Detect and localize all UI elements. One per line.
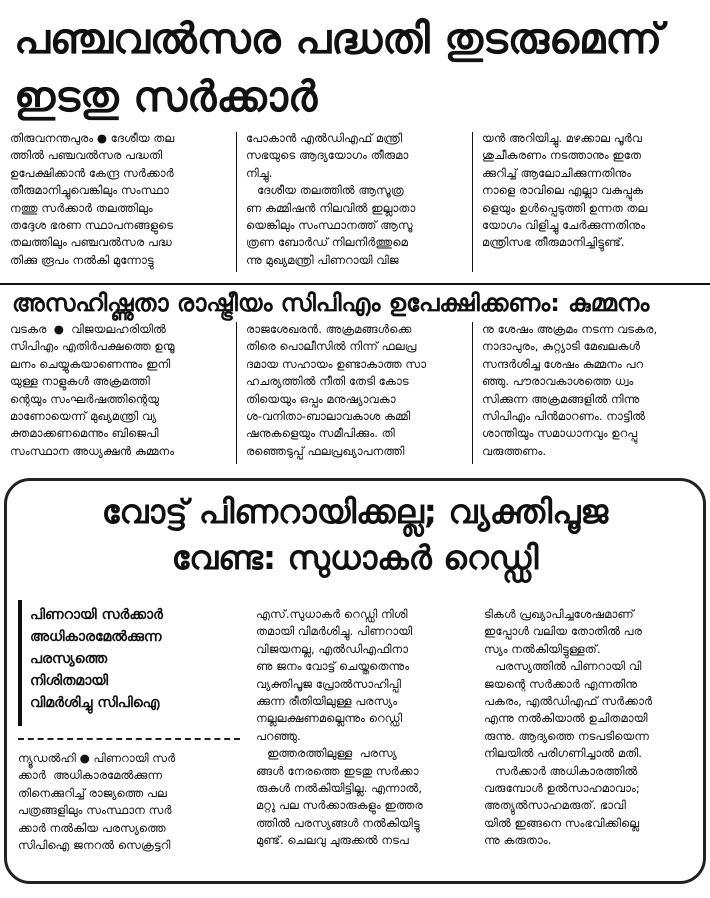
story3-summary: പിണറായി സർക്കാർ അധികാരമേൽക്കുന്ന പരസ്യത്തെ നിശിതമായി വിമർശിച്ചു സിപിഐ bbox=[30, 607, 163, 711]
story1-column-2: പോകാൻ എൽഡിഎഫ് മന്ത്രി സഭയുടെ ആദ്യയോഗം തീരുമാ നിച്ചു. ദേശീയ തലത്തിൽ ആസൂത്ര ണ കമ്മിഷൻ നിലവിൽ ഇല്ലാതാ യെങ്കിലും സംസ്ഥാനത്ത് ആസൂ ത്രണ ബോർഡ് നിലനിർത്തുമെ ന്നു മുഖ്യമന്ത്രി പിണറായി വിജ bbox=[246, 131, 416, 267]
story2-headline: അസഹിഷ്ണുതാ രാഷ്ട്രീയം സിപിഎം ഉപേക്ഷിക്കണം: കുമ്മനം bbox=[12, 289, 650, 317]
column-divider bbox=[236, 132, 237, 272]
story1-column-3: യൻ അറിയിച്ചു. മഴക്കാല പൂർവ ശുചീകരണം നടത്താനും ഇതേ ക്കുറിച്ച് ആലോചിക്കുന്നതിനും നാളെ രാവിലെ എല്ലാ വകുപ്പുക ളെയും ഉൾപ്പെടുത്തി ഉന്നത തല യോഗം വിളിച്ചു ചേർക്കുന്നതിനും മന്ത്രിസഭ തീരുമാനിച്ചിട്ടുണ്ട്. bbox=[482, 131, 648, 250]
story3-column-1: ന്യൂഡൽഹി ● പിണറായി സർ ക്കാർ അധികാരമേൽക്കുന്ന തിനെക്കുറിച്ച് രാജ്യത്തെ പല പത്രങ്ങളിലും സംസ്ഥാന സർ ക്കാർ നൽകിയ പരസ്യത്തെ സിപിഐ ജനറൽ സെക്രട്ടറി bbox=[18, 751, 176, 853]
story1-headline-line2: ഇടതു സർക്കാർ bbox=[14, 72, 318, 121]
story3-column-3: ടികൾ പ്രഖ്യാപിച്ചശേഷമാണ് ഇപ്പോൾ വലിയ തോതിൽ പര സ്യം നൽകിയിട്ടുള്ളത്. പരസ്യത്തിൽ പിണറായി വി ജയന്റെ സർക്കാർ എന്നതിനു പകരം, എൽഡിഎഫ് സർക്കാർ എന്നു നൽകിയാൽ ഉചിതമായി രുന്നു. ആദ്യത്തെ നടപടിയെന്ന നിലയിൽ പരിഗണിച്ചാൽ മതി. സർക്കാർ അധികാരത്തിൽ വരുമ്പോൾ ഉൽസാഹമാവാം; അത്യുൽസാഹമരുത്. ഭാവി യിൽ ഇങ്ങനെ സംഭവിക്കില്ലെ ന്നു കരുതാം. bbox=[484, 607, 653, 848]
story3-headline-line2: വേണ്ട: സുധാകർ റെഡ്ഡി bbox=[171, 538, 539, 577]
story2-column-3: നു ശേഷം അക്രമം നടന്ന വടകര, നാദാപുരം, കുറ്റ്യാടി മേഖലകൾ സന്ദർശിച്ച ശേഷം കുമ്മനം പറ ഞ്ഞു. പൗരാവകാശത്തെ ധ്വം സിക്കുന്ന അക്രമങ്ങളിൽ നിന്നു സിപിഎം പിൻമാറണം. നാട്ടിൽ ശാന്തിയും സമാധാനവും ഉറപ്പു വരുത്തണം. bbox=[482, 322, 658, 458]
story-separator bbox=[0, 283, 710, 285]
column-divider bbox=[472, 322, 473, 464]
story1-column-1: തിരുവനന്തപുരം ● ദേശീയ തല ത്തിൽ പഞ്ചവൽസര പദ്ധതി ഉപേക്ഷിക്കാൻ കേന്ദ്ര സർക്കാർ തീരുമാനിച്ചുവെങ്കിലും സംസ്ഥാ നത്തു സർക്കാർ തലത്തിലും തദ്ദേശ ഭരണ സ്ഥാപനങ്ങളുടെ തലത്തിലും പഞ്ചവൽസര പദ്ധ തിക്കു രൂപം നൽകി മുന്നോട്ടു bbox=[10, 131, 175, 267]
story1-headline-line1: പഞ്ചവൽസര പദ്ധതി തുടരുമെന്ന് bbox=[14, 14, 663, 63]
story2-column-2: രാജശേഖരൻ. അക്രമങ്ങൾക്കെ തിരെ പൊലീസിൽ നിന്ന് ഫലപ്ര ദമായ സഹായം ഉണ്ടാകാത്ത സാ ഹചര്യത്തിൽ നീതി തേടി കോട തിയെയും ഒപ്പം മനുഷ്യാവകാ ശ-വനിതാ-ബാലാവകാശ കമ്മി ഷനുകളെയും സമീപിക്കും. തി രഞ്ഞെടുപ്പ് ഫലപ്രഖ്യാപനത്തി bbox=[246, 322, 427, 458]
story2-column-1: വടകര ● വിജയലഹരിയിൽ സിപിഎം എതിർപക്ഷത്തെ ഉന്മൂ ലനം ചെയ്യുകയാണെന്നും ഇനി യുള്ള നാളുകൾ അക്രമത്തി ന്റെയും സംഘർഷത്തിന്റെയു മാണോയെന്ന് മുഖ്യമന്ത്രി വ്യ ക്തമാക്കണമെന്നും ബിജെപി സംസ്ഥാന അധ്യക്ഷൻ കുമ്മനം bbox=[10, 322, 175, 458]
story3-column-2: എസ്.സുധാകർ റെഡ്ഡി നിശി തമായി വിമർശിച്ചു. പിണറായി വിജയനല്ല, എൽഡിഎഫിനാ ണു ജനം വോട്ട് ചെയ്തതെന്നും വ്യക്തിപൂജ പ്രോൽസാഹിപ്പി ക്കുന്ന രീതിയിലുള്ള പരസ്യം നല്ലലക്ഷണമല്ലെന്നും റെഡ്ഡി പറഞ്ഞു. ഇത്തരത്തിലുള്ള പരസ്യ ങ്ങൾ നേരത്തെ ഇടതു സർക്കാ രുകൾ നൽകിയിട്ടില്ല. എന്നാൽ, മറ്റു പല സർക്കാരുകളും ഇത്തര ത്തിൽ പരസ്യങ്ങൾ നൽകിയിട്ടു മുണ്ട്. ചെലവു ചുരുക്കൽ നടപ bbox=[256, 607, 423, 848]
column-divider bbox=[472, 132, 473, 272]
summary-divider bbox=[18, 738, 240, 740]
column-divider bbox=[236, 322, 237, 464]
summary-bar-left bbox=[18, 600, 22, 726]
story3-headline-line1: വോട്ട് പിണറായിക്കല്ല; വ്യക്തിപൂജ bbox=[101, 492, 609, 531]
